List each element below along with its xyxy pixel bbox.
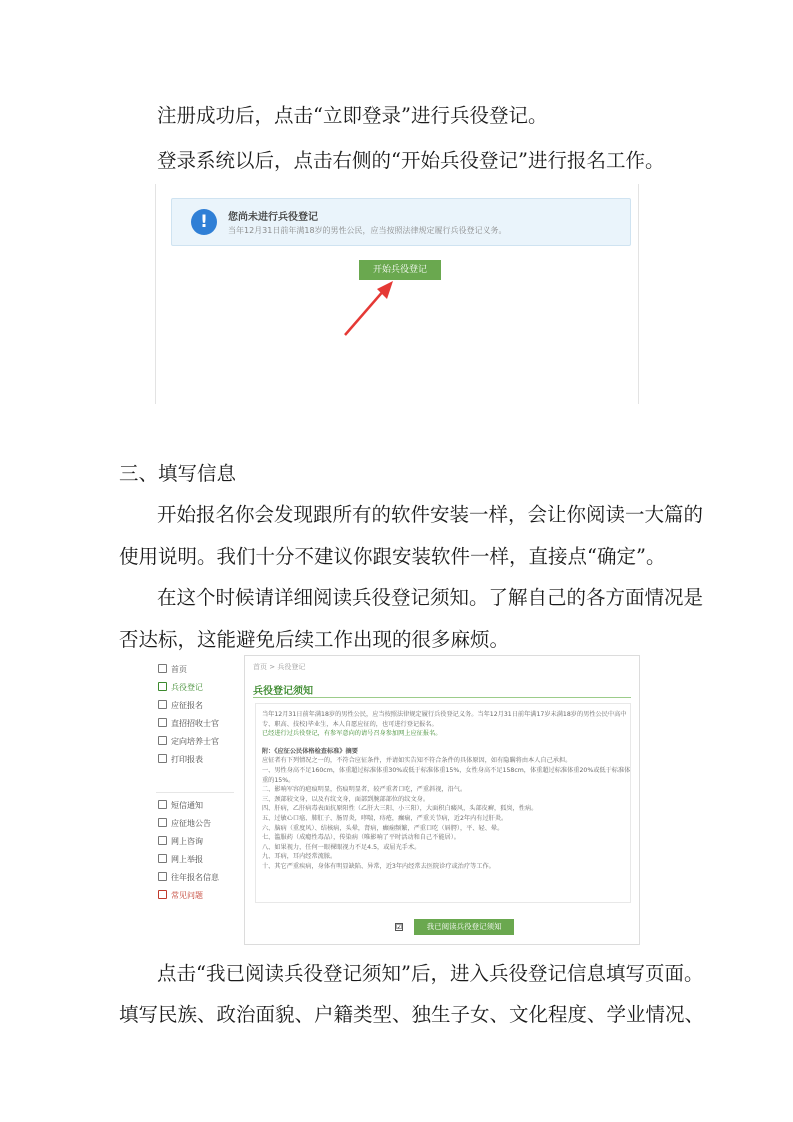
sms-icon bbox=[158, 800, 167, 809]
notice-gap bbox=[262, 739, 624, 747]
sidebar-item-faq[interactable]: 常见问题 bbox=[158, 889, 203, 903]
notice-line: 当年12月31日前年满18岁的男性公民，应当按照法律规定履行兵役登记义务。当年12月31日前年满17岁未满18岁的男性公民中高中 bbox=[262, 711, 627, 718]
consult-icon bbox=[158, 836, 167, 845]
notice-line: 七、滥服药（成瘾性毒品），传染病（唯影响了平时活动和自己不能居）。 bbox=[262, 834, 460, 842]
notice-line: 二、影响军容的疤痕明显，伤痕明显者，较严重者口吃，严重斜视，沿气。 bbox=[262, 786, 467, 794]
breadcrumb: 首页 > 兵役登记 bbox=[253, 663, 306, 671]
notice-line: 附：《应征公民体格检查标准》摘要 bbox=[262, 747, 358, 755]
faq-icon bbox=[158, 890, 167, 899]
sidebar-item-sms[interactable]: 短信通知 bbox=[158, 799, 203, 813]
notice-line: 专、职高、技校)毕业生，本人自愿应征的，也可进行登记报名。 bbox=[262, 720, 438, 728]
paragraph-line: 开始报名你会发现跟所有的软件安装一样，会让你阅读一大篇的 bbox=[157, 503, 704, 526]
sidebar-item-oriented[interactable]: 定向培养士官 bbox=[158, 735, 219, 749]
alert-description: 当年12月31日前年满18岁的男性公民，应当按照法律规定履行兵役登记义务。 bbox=[228, 226, 507, 235]
notice-line: 三、颈部较文身，以及有纹文身，面部到腕部部位的纹文身。 bbox=[262, 795, 430, 803]
notice-line: 重的15%。 bbox=[262, 776, 295, 784]
sidebar-item-consult[interactable]: 网上咨询 bbox=[158, 835, 203, 849]
acknowledge-row bbox=[395, 916, 514, 935]
paragraph-line: 点击“我已阅读兵役登记须知”后，进入兵役登记信息填写页面。 bbox=[157, 962, 704, 985]
title-divider bbox=[253, 697, 631, 698]
sidebar bbox=[150, 655, 236, 945]
main-content bbox=[244, 655, 640, 945]
sidebar-item-apply[interactable]: 应征报名 bbox=[158, 699, 203, 713]
exclamation-icon: ! bbox=[191, 209, 217, 235]
print-icon bbox=[158, 754, 167, 763]
sidebar-item-registration[interactable]: 兵役登记 bbox=[158, 681, 203, 695]
notice-icon bbox=[158, 818, 167, 827]
paragraph-line: 使用说明。我们十分不建议你跟安装软件一样，直接点“确定”。 bbox=[119, 545, 666, 568]
report-icon bbox=[158, 854, 167, 863]
notice-text-box bbox=[255, 703, 631, 903]
screenshot-registration-notice bbox=[150, 655, 640, 945]
sidebar-item-history[interactable]: 往年报名信息 bbox=[158, 871, 219, 885]
sidebar-item-notice[interactable]: 应征地公告 bbox=[158, 817, 211, 831]
history-icon bbox=[158, 872, 167, 881]
notice-line: 十、其它严重疾病，身体有明显缺陷、异常，近3年内经常去医院诊疗或治疗等工作。 bbox=[262, 862, 495, 870]
red-arrow-icon bbox=[341, 279, 401, 339]
sidebar-divider bbox=[156, 792, 234, 793]
notice-line: 四、肝病，乙肝病毒表面抗原阳性（乙肝大三阳、小三阳），大面积白癜风，头部皮癣，狐臭，性病。 bbox=[262, 805, 538, 813]
sidebar-item-home[interactable]: 首页 bbox=[158, 663, 187, 677]
paragraph-line: 否达标，这能避免后续工作出现的很多麻烦。 bbox=[119, 628, 510, 651]
oriented-icon bbox=[158, 736, 167, 745]
acknowledge-button[interactable]: 我已阅读兵役登记须知 bbox=[414, 919, 514, 935]
sidebar-item-print[interactable]: 打印报表 bbox=[158, 753, 203, 767]
acknowledge-checkbox[interactable]: ☑ bbox=[396, 922, 403, 931]
direct-recruit-icon bbox=[158, 718, 167, 727]
paragraph-register-success: 注册成功后，点击“立即登录”进行兵役登记。 bbox=[157, 104, 548, 127]
home-icon bbox=[158, 664, 167, 673]
notice-line: 八、如果视力，任何一眼裸眼视力不足4.5，或屈光手术。 bbox=[262, 843, 421, 851]
page-title: 兵役登记须知 bbox=[253, 686, 313, 697]
notice-line: 六、脑病（重度风）、结核病，头晕，肾病，癫痫频繁，严重口吃（唇腭），平、轻、晕。 bbox=[262, 824, 504, 832]
notice-line: 已经进行过兵役登记，有参军意向的请号召身参加网上应征报名。 bbox=[262, 730, 442, 738]
notice-line: 一、男性身高不足160cm，体重超过标准体重30%或低于标准体重15%，女性身高不足158cm，体重超过标准体重20%或低于标准体 bbox=[262, 766, 631, 774]
register-icon bbox=[158, 682, 167, 691]
paragraph-line: 填写民族、政治面貌、户籍类型、独生子女、文化程度、学业情况、 bbox=[119, 1003, 705, 1026]
section-heading: 三、填写信息 bbox=[119, 462, 237, 485]
sidebar-item-report[interactable]: 网上举报 bbox=[158, 853, 203, 867]
screenshot-start-registration bbox=[155, 184, 639, 404]
apply-icon bbox=[158, 700, 167, 709]
pending-registration-alert bbox=[171, 198, 631, 246]
notice-line: 五、过敏心口癌、肺肛子、肠胃炎，哮喘，痔疮，癫痫，严重关节病，近2年内有过肝炎。 bbox=[262, 814, 508, 822]
alert-title: 您尚未进行兵役登记 bbox=[228, 212, 318, 223]
notice-line: 应征者有下列情况之一的，不符合应征条件，并请如实告知不符合条件的具体原因，如有隐瞒将由本人自己承担。 bbox=[262, 757, 572, 765]
sidebar-item-direct-recruit[interactable]: 直招招收士官 bbox=[158, 717, 219, 731]
notice-line: 九、耳病，耳内经常流脓。 bbox=[262, 853, 337, 861]
paragraph-line: 在这个时候请详细阅读兵役登记须知。了解自己的各方面情况是 bbox=[157, 586, 704, 609]
start-registration-button[interactable]: 开始兵役登记 bbox=[359, 260, 441, 280]
paragraph-login-start: 登录系统以后，点击右侧的“开始兵役登记”进行报名工作。 bbox=[157, 149, 665, 172]
